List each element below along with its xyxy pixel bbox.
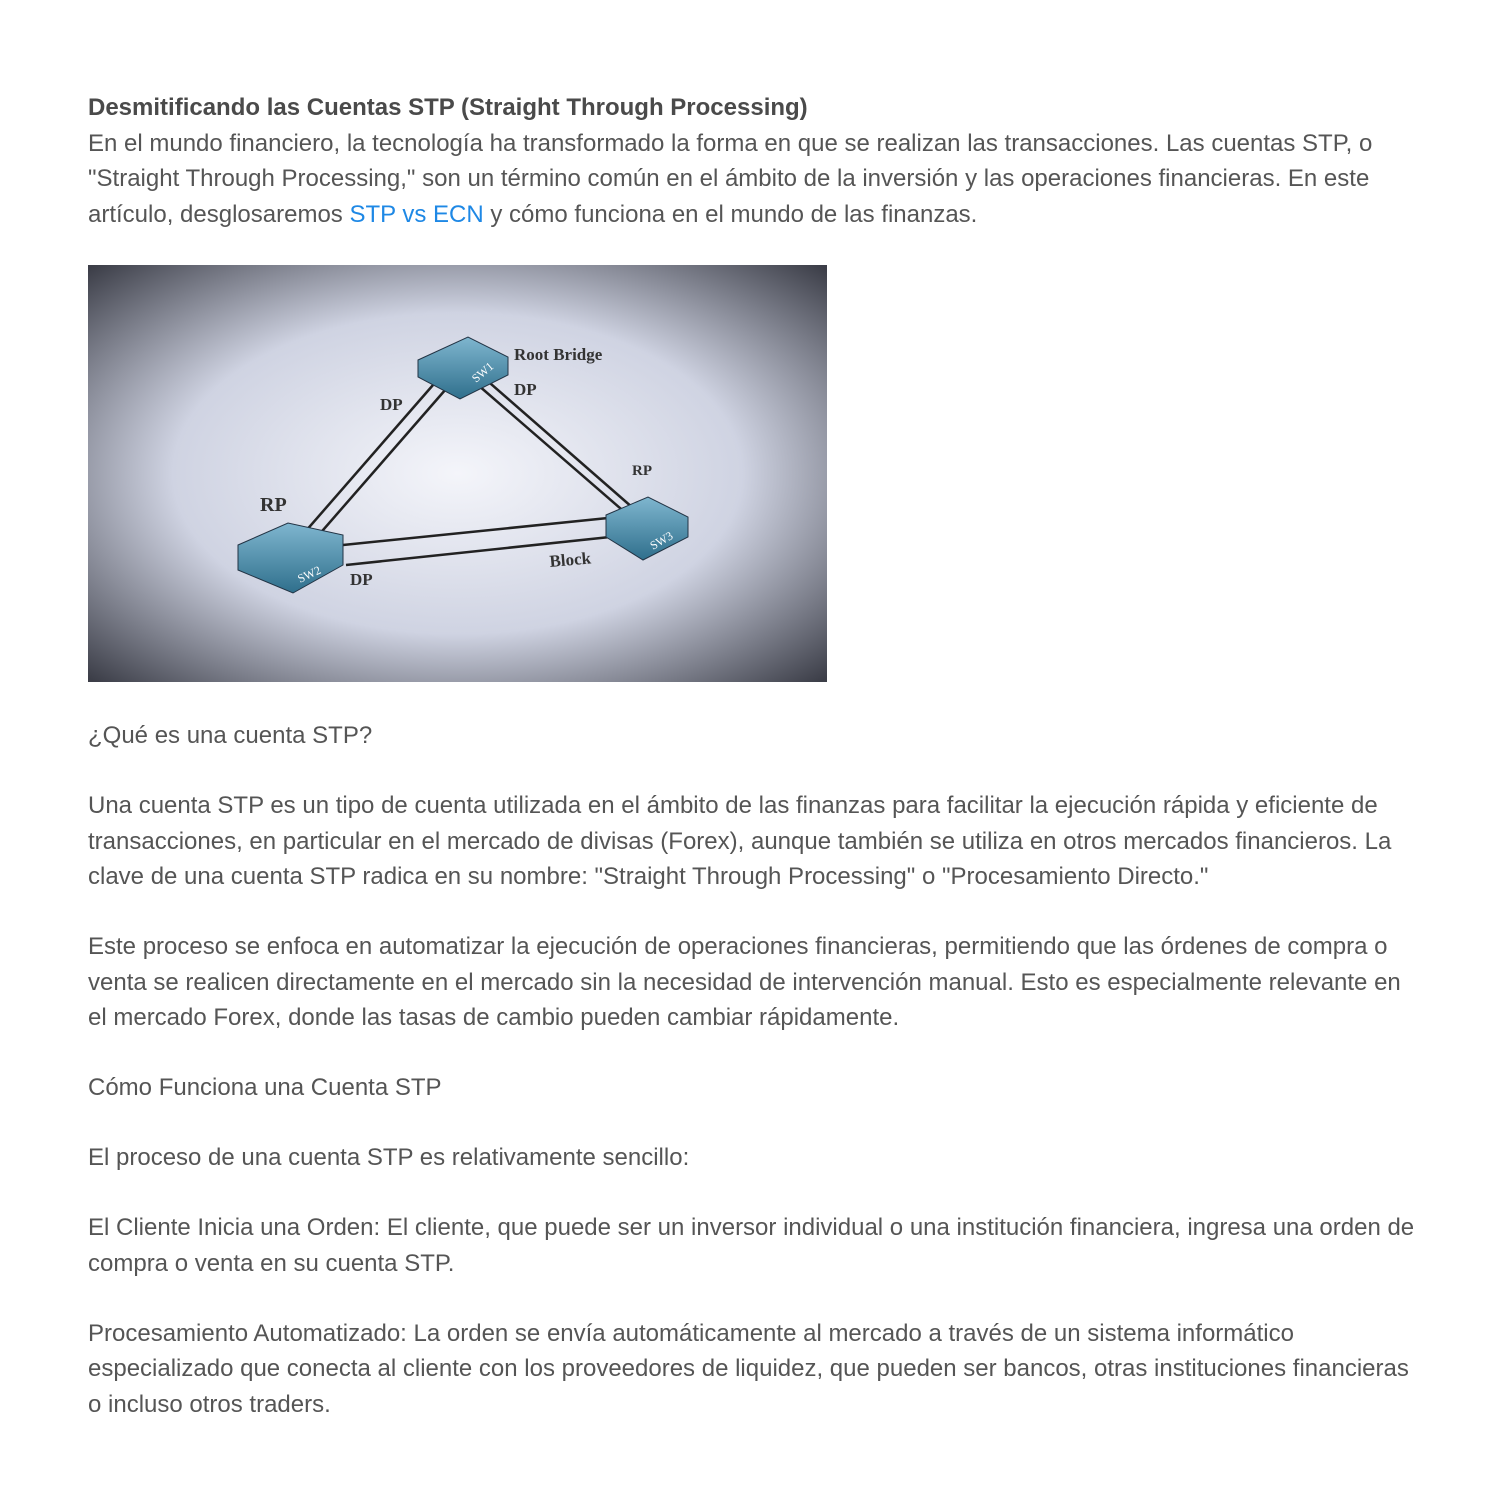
stp-vs-ecn-link[interactable]: STP vs ECN bbox=[349, 200, 484, 228]
rp-label: RP bbox=[632, 463, 652, 479]
paragraph: El proceso de una cuenta STP es relativamente sencillo: bbox=[88, 1144, 690, 1171]
paragraph: Este proceso se enfoca en automatizar la ejecución de operaciones financieras, permitiendo que las órdenes de compra o venta se realicen directamente en el mercado sin la necesidad de intervención manual. Esto es especialmente relevante en el mercado Forex, donde las tasas de cambio pueden cambiar rápidamente. bbox=[88, 933, 1401, 1031]
paragraph: Procesamiento Automatizado: La orden se envía automáticamente al mercado a través de un sistema informático especializado que conecta al cliente con los proveedores de liquidez, que pueden ser bancos, otras instituciones financieras o incluso otros traders. bbox=[88, 1319, 1409, 1418]
stp-network-diagram-image bbox=[88, 265, 827, 682]
paragraph: El Cliente Inicia una Orden: El cliente, que puede ser un inversor individual o una institución financiera, ingresa una orden de compra o venta en su cuenta STP. bbox=[88, 1214, 1415, 1277]
sw1-label: SW1 bbox=[468, 359, 497, 386]
block-label: Block bbox=[548, 548, 592, 571]
root-bridge-label: Root Bridge bbox=[514, 345, 603, 364]
article bbox=[88, 90, 1418, 1457]
section-heading-que-es: ¿Qué es una cuenta STP? bbox=[88, 722, 373, 749]
sw3-label: SW3 bbox=[647, 528, 676, 553]
rp-label: RP bbox=[260, 494, 287, 516]
intro-text: En el mundo financiero, la tecnología ha transformado la forma en que se realizan las transacciones. Las cuentas STP, o "Straight Through Processing," son un término común en el ámbito de la inversión y las operaciones financieras. En este artículo, desglosaremos bbox=[88, 129, 1373, 228]
section-heading-como-funciona: Cómo Funciona una Cuenta STP bbox=[88, 1074, 442, 1101]
intro-paragraph bbox=[88, 126, 1418, 233]
dp-label: DP bbox=[514, 380, 537, 399]
article-title: Desmitificando las Cuentas STP (Straight Through Processing) bbox=[88, 94, 808, 121]
sw2-label: SW2 bbox=[295, 562, 324, 586]
intro-text-end: y cómo funciona en el mundo de las finanzas. bbox=[483, 200, 978, 228]
paragraph: Una cuenta STP es un tipo de cuenta utilizada en el ámbito de las finanzas para facilitar la ejecución rápida y eficiente de transacciones, en particular en el mercado de divisas (Forex), aunque también se utiliza en otros mercados financieros. La clave de una cuenta STP radica en su nombre: "Straight Through Processing" o "Procesamiento Directo." bbox=[88, 792, 1392, 890]
dp-label: DP bbox=[380, 395, 403, 414]
dp-label: DP bbox=[350, 570, 373, 589]
